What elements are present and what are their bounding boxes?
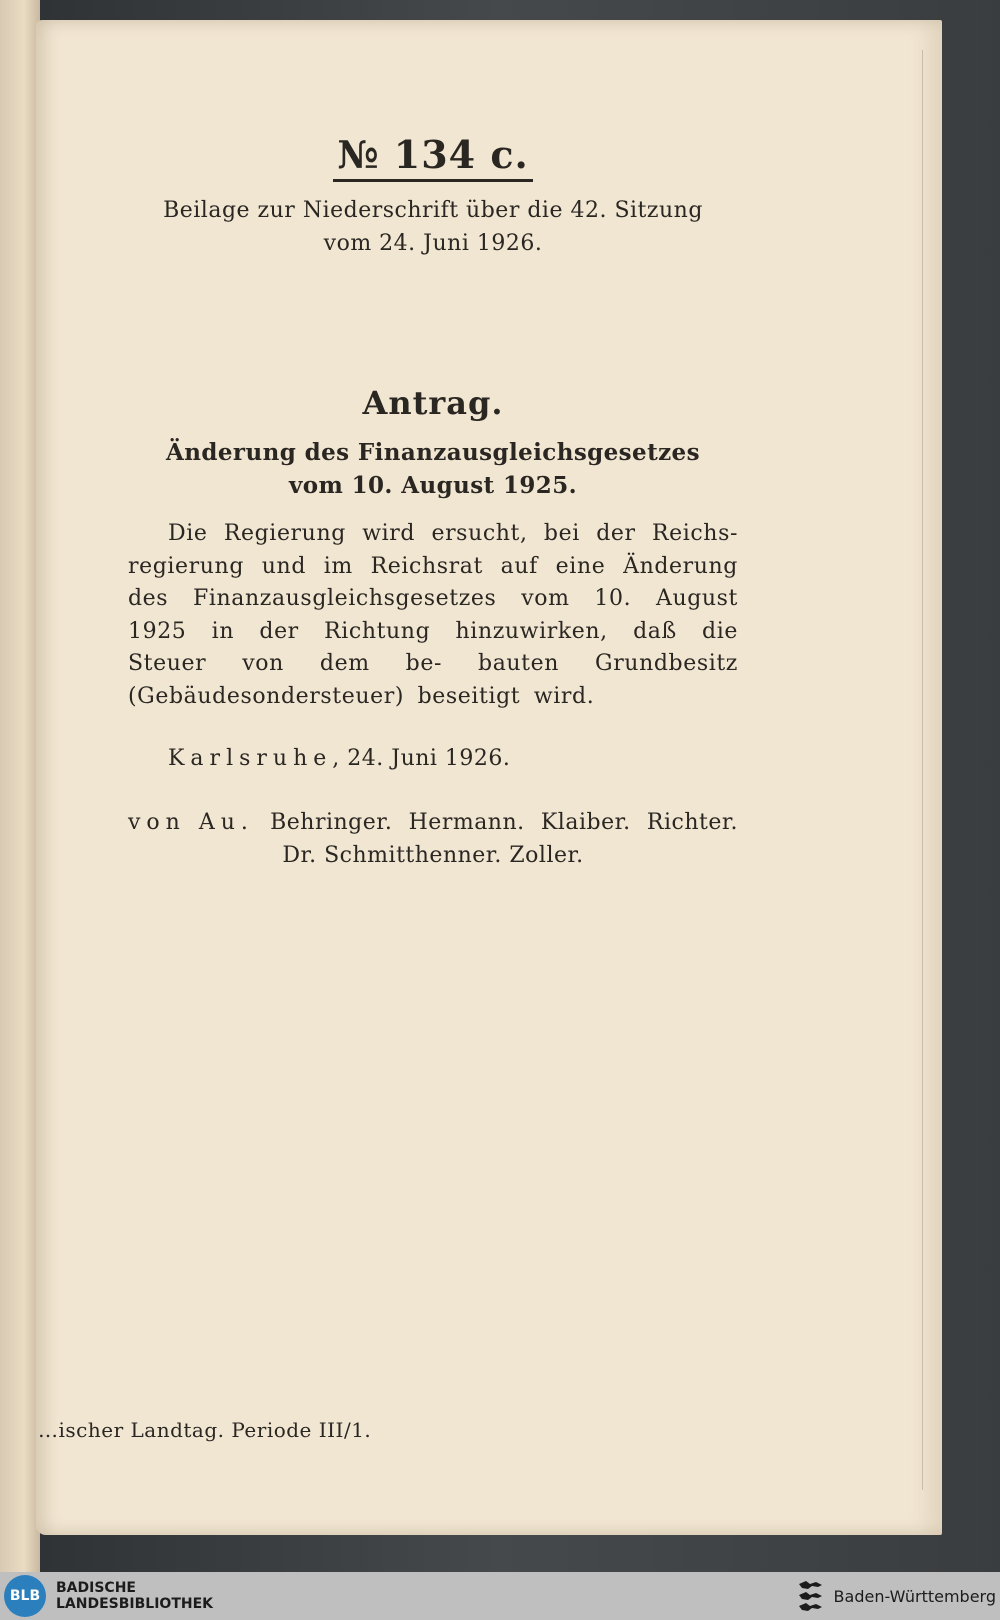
beilage-line-2: vom 24. Juni 1926. xyxy=(323,231,543,256)
signer-name: Hermann. xyxy=(408,810,525,835)
three-lions-icon xyxy=(796,1578,826,1614)
document-number xyxy=(128,132,738,182)
blb-logo[interactable] xyxy=(4,1575,213,1617)
place-date xyxy=(128,746,738,771)
bw-logo[interactable] xyxy=(796,1578,996,1614)
antrag-title: Antrag. xyxy=(362,384,504,422)
blb-line-2: LANDESBIBLIOTHEK xyxy=(56,1596,214,1612)
beilage-line-1: Beilage zur Niederschrift über die 42. Sitzung xyxy=(163,198,703,223)
bw-logo-text: Baden-Württemberg xyxy=(833,1586,996,1606)
viewer-footer-bar xyxy=(0,1572,1000,1620)
blb-line-1: BADISCHE xyxy=(56,1580,136,1596)
blb-logo-text xyxy=(56,1580,213,1612)
document-number-text: № 134 c. xyxy=(333,132,532,182)
date-text: , 24. Juni 1926. xyxy=(332,746,511,771)
signers-line-2: Dr. Schmitthenner. Zoller. xyxy=(282,843,584,868)
antrag-subtitle xyxy=(128,436,738,502)
page-footer: …ischer Landtag. Periode III/1. xyxy=(38,1418,372,1442)
place-name: Karlsruhe xyxy=(168,746,333,771)
subtitle-line-2: vom 10. August 1925. xyxy=(288,472,578,499)
previous-page-edge xyxy=(0,0,40,1572)
subtitle-line-1: Änderung des Finanzausgleichsgesetzes xyxy=(166,439,700,466)
signers-line-1 xyxy=(128,810,738,835)
signer-name: von Au. xyxy=(128,810,254,835)
signer-name: Richter. xyxy=(646,810,738,835)
page-edge-line xyxy=(922,50,923,1490)
body-paragraph: Die Regierung wird ersucht, bei der Reichs- regierung und im Reichsrat auf eine Änderung des Finanzausgleichsgesetzes vom 10. August 1925 in der Richtung hinzuwirken, daß die Steuer von dem be- bauten Grundbesitz (Gebäudesondersteuer) beseitigt wird. xyxy=(128,521,738,709)
signer-name: Klaiber. xyxy=(540,810,631,835)
blb-logo-icon: BLB xyxy=(4,1575,46,1617)
beilage-header xyxy=(128,194,738,260)
signer-name: Behringer. xyxy=(270,810,393,835)
